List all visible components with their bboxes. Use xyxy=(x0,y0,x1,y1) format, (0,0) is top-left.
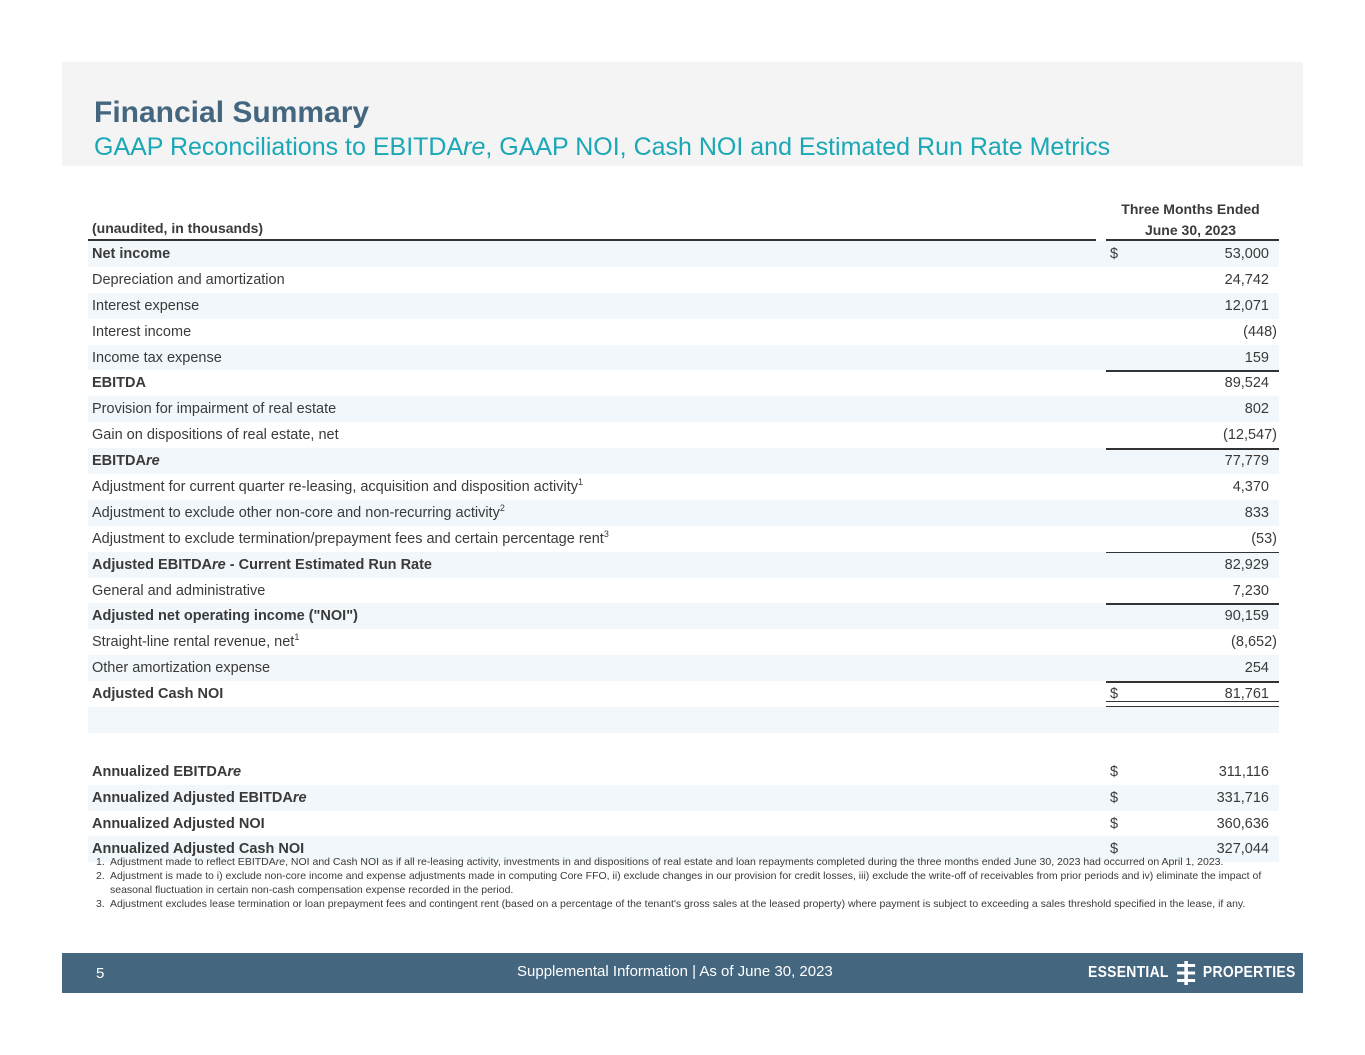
row-value: 360,636 xyxy=(1216,815,1269,832)
row-value: 327,044 xyxy=(1216,841,1269,858)
table-row-annualized-ebitdare xyxy=(88,759,1279,785)
table-row-other-amortization xyxy=(88,655,1279,681)
header-band xyxy=(62,62,1303,166)
table-row-ebitdare xyxy=(88,448,1279,474)
label-text: Adjustment for current quarter re-leasing, acquisition and disposition activity xyxy=(92,478,578,495)
table-row-g-and-a xyxy=(88,578,1279,604)
table-row-adj-current-quarter xyxy=(88,474,1279,500)
row-label xyxy=(92,479,583,495)
footnote-3 xyxy=(96,897,1276,911)
currency-symbol: $ xyxy=(1110,789,1119,806)
table-row-adj-ebitdare-run-rate xyxy=(88,552,1279,578)
row-label xyxy=(92,505,505,521)
table-row-annualized-adj-noi xyxy=(88,811,1279,837)
row-value: 331,716 xyxy=(1216,789,1269,806)
company-logo xyxy=(1088,961,1296,985)
row-value: (53) xyxy=(1251,530,1277,547)
table-row-net-income xyxy=(88,241,1279,267)
currency-symbol: $ xyxy=(1110,841,1119,858)
row-label xyxy=(92,528,609,547)
footnotes xyxy=(96,855,1276,911)
row-value: 4,370 xyxy=(1232,478,1269,495)
label-pre: Annualized Adjusted EBITDA xyxy=(92,789,293,806)
units-label: (unaudited, in thousands) xyxy=(92,220,264,236)
table-row-ebitda xyxy=(88,370,1279,396)
currency-symbol: $ xyxy=(1110,686,1119,703)
footnote-ref: 1 xyxy=(294,632,300,643)
table-row-income-tax xyxy=(88,345,1279,371)
row-label: Provision for impairment of real estate xyxy=(92,401,337,418)
subtitle-italic: re xyxy=(463,133,486,161)
table-row-adj-termination xyxy=(88,526,1279,552)
footnote-number: 1. xyxy=(96,856,105,868)
footnote-number: 3. xyxy=(96,898,105,910)
table-row-adj-non-core xyxy=(88,500,1279,526)
footnote-number: 2. xyxy=(96,870,105,882)
row-label: Gain on dispositions of real estate, net xyxy=(92,427,339,444)
table-row-spacer xyxy=(88,707,1279,733)
row-label: General and administrative xyxy=(92,582,266,599)
label-pre: EBITDA xyxy=(92,453,146,470)
row-label: Net income xyxy=(92,245,171,262)
row-value: 90,159 xyxy=(1224,608,1269,625)
table-row-adj-cash-noi xyxy=(88,681,1279,707)
column-header xyxy=(1102,199,1279,241)
table-row-spacer-2 xyxy=(88,733,1279,759)
label-italic: re xyxy=(212,556,226,573)
row-label: Interest income xyxy=(92,323,192,340)
footer-text: Supplemental Information | As of June 30, 2023 xyxy=(517,963,833,980)
label-post: - Current Estimated Run Rate xyxy=(225,556,432,573)
currency-symbol: $ xyxy=(1110,815,1119,832)
row-label: Other amortization expense xyxy=(92,660,271,677)
logo-mark-icon xyxy=(1176,961,1196,985)
footnote-1 xyxy=(96,855,1276,869)
footnote-ref: 2 xyxy=(499,503,505,514)
label-text: Adjustment to exclude other non-core and non-recurring activity xyxy=(92,504,500,521)
table-row-interest-expense xyxy=(88,293,1279,319)
column-header-line1: Three Months Ended xyxy=(1121,201,1260,217)
footnote-2 xyxy=(96,869,1276,897)
page-title: Financial Summary xyxy=(94,96,370,129)
page-number: 5 xyxy=(96,965,105,982)
row-value: 89,524 xyxy=(1224,375,1269,392)
row-value: 24,742 xyxy=(1224,271,1269,288)
slide xyxy=(62,62,1303,993)
row-value: 53,000 xyxy=(1224,245,1269,262)
row-label: EBITDA xyxy=(92,375,146,392)
row-label xyxy=(92,557,432,573)
logo-word-right: PROPERTIES xyxy=(1202,964,1296,981)
label-text: Adjustment to exclude termination/prepayment fees and certain percentage rent xyxy=(92,530,604,547)
row-label xyxy=(92,453,160,469)
footnote-italic: re xyxy=(275,856,286,868)
row-label xyxy=(92,634,299,650)
row-value: 82,929 xyxy=(1224,556,1269,573)
row-label: Income tax expense xyxy=(92,349,222,366)
row-label: Adjusted net operating income ("NOI") xyxy=(92,608,358,625)
table-row-impairment xyxy=(88,396,1279,422)
footnote-ref: 3 xyxy=(603,528,609,539)
row-value: 311,116 xyxy=(1218,763,1269,780)
column-header-line2: June 30, 2023 xyxy=(1144,222,1237,238)
footer-bar xyxy=(62,953,1303,993)
table-row-straight-line xyxy=(88,629,1279,655)
row-value: 833 xyxy=(1244,504,1269,521)
row-label: Annualized Adjusted Cash NOI xyxy=(92,841,305,858)
row-label xyxy=(92,764,241,780)
row-value: 254 xyxy=(1244,660,1269,677)
label-italic: re xyxy=(292,789,307,806)
row-value: 802 xyxy=(1244,401,1269,418)
currency-symbol: $ xyxy=(1110,763,1119,780)
table-row-adj-noi xyxy=(88,603,1279,629)
row-value: 12,071 xyxy=(1224,297,1269,314)
footnote-post: , NOI and Cash NOI as if all re-leasing activity, investments in and dispositions of real estate and loan repayments completed during the three months ended June 30, 2023 had occurred on April 1, 2023. xyxy=(285,856,1224,868)
table-row-gain-dispositions xyxy=(88,422,1279,448)
label-italic: re xyxy=(145,453,160,470)
footnote-text: Adjustment is made to i) exclude non-core income and expense adjustments made in computing Core FFO, ii) exclude changes in our provision for credit losses, iii) exclude the write-off of receivables from prior periods and iv) eliminate the impact of seasonal fluctuation in certain non-cash compensation expense recorded in the period. xyxy=(110,870,1262,896)
logo-word-left: ESSENTIAL xyxy=(1088,964,1169,981)
row-value: (12,547) xyxy=(1222,427,1277,444)
table-row-depreciation xyxy=(88,267,1279,293)
row-label: Depreciation and amortization xyxy=(92,271,285,288)
footnote-text xyxy=(110,855,1276,869)
label-pre: Annualized EBITDA xyxy=(92,763,228,780)
row-value: 159 xyxy=(1244,349,1269,366)
subtitle-pre: GAAP Reconciliations to EBITDA xyxy=(94,133,464,161)
row-label: Annualized Adjusted NOI xyxy=(92,815,265,832)
subtitle-post: , GAAP NOI, Cash NOI and Estimated Run Rate Metrics xyxy=(485,133,1111,161)
row-value: 81,761 xyxy=(1224,686,1269,703)
footnote-pre: Adjustment made to reflect EBITDA xyxy=(110,856,276,868)
row-label: Interest expense xyxy=(92,297,200,314)
table-row-annualized-adj-ebitdare xyxy=(88,785,1279,811)
page-subtitle xyxy=(94,133,1110,162)
row-value: (8,652) xyxy=(1231,634,1277,651)
footnote-text: Adjustment excludes lease termination or loan prepayment fees and contingent rent (based on a percentage of the tenant's gross sales at the leased property) where payment is subject to exceeding a sales threshold specified in the lease, if any. xyxy=(110,898,1246,910)
row-value: 7,230 xyxy=(1232,582,1269,599)
label-italic: re xyxy=(227,763,242,780)
label-pre: Adjusted EBITDA xyxy=(92,556,213,573)
row-label xyxy=(92,790,307,806)
reconciliation-table xyxy=(88,241,1279,862)
label-text: Straight-line rental revenue, net xyxy=(92,634,295,651)
footnote-ref: 1 xyxy=(578,477,584,488)
table-row-interest-income xyxy=(88,319,1279,345)
row-label: Adjusted Cash NOI xyxy=(92,686,224,703)
row-value: (448) xyxy=(1243,323,1277,340)
row-value: 77,779 xyxy=(1224,453,1269,470)
currency-symbol: $ xyxy=(1110,245,1119,262)
